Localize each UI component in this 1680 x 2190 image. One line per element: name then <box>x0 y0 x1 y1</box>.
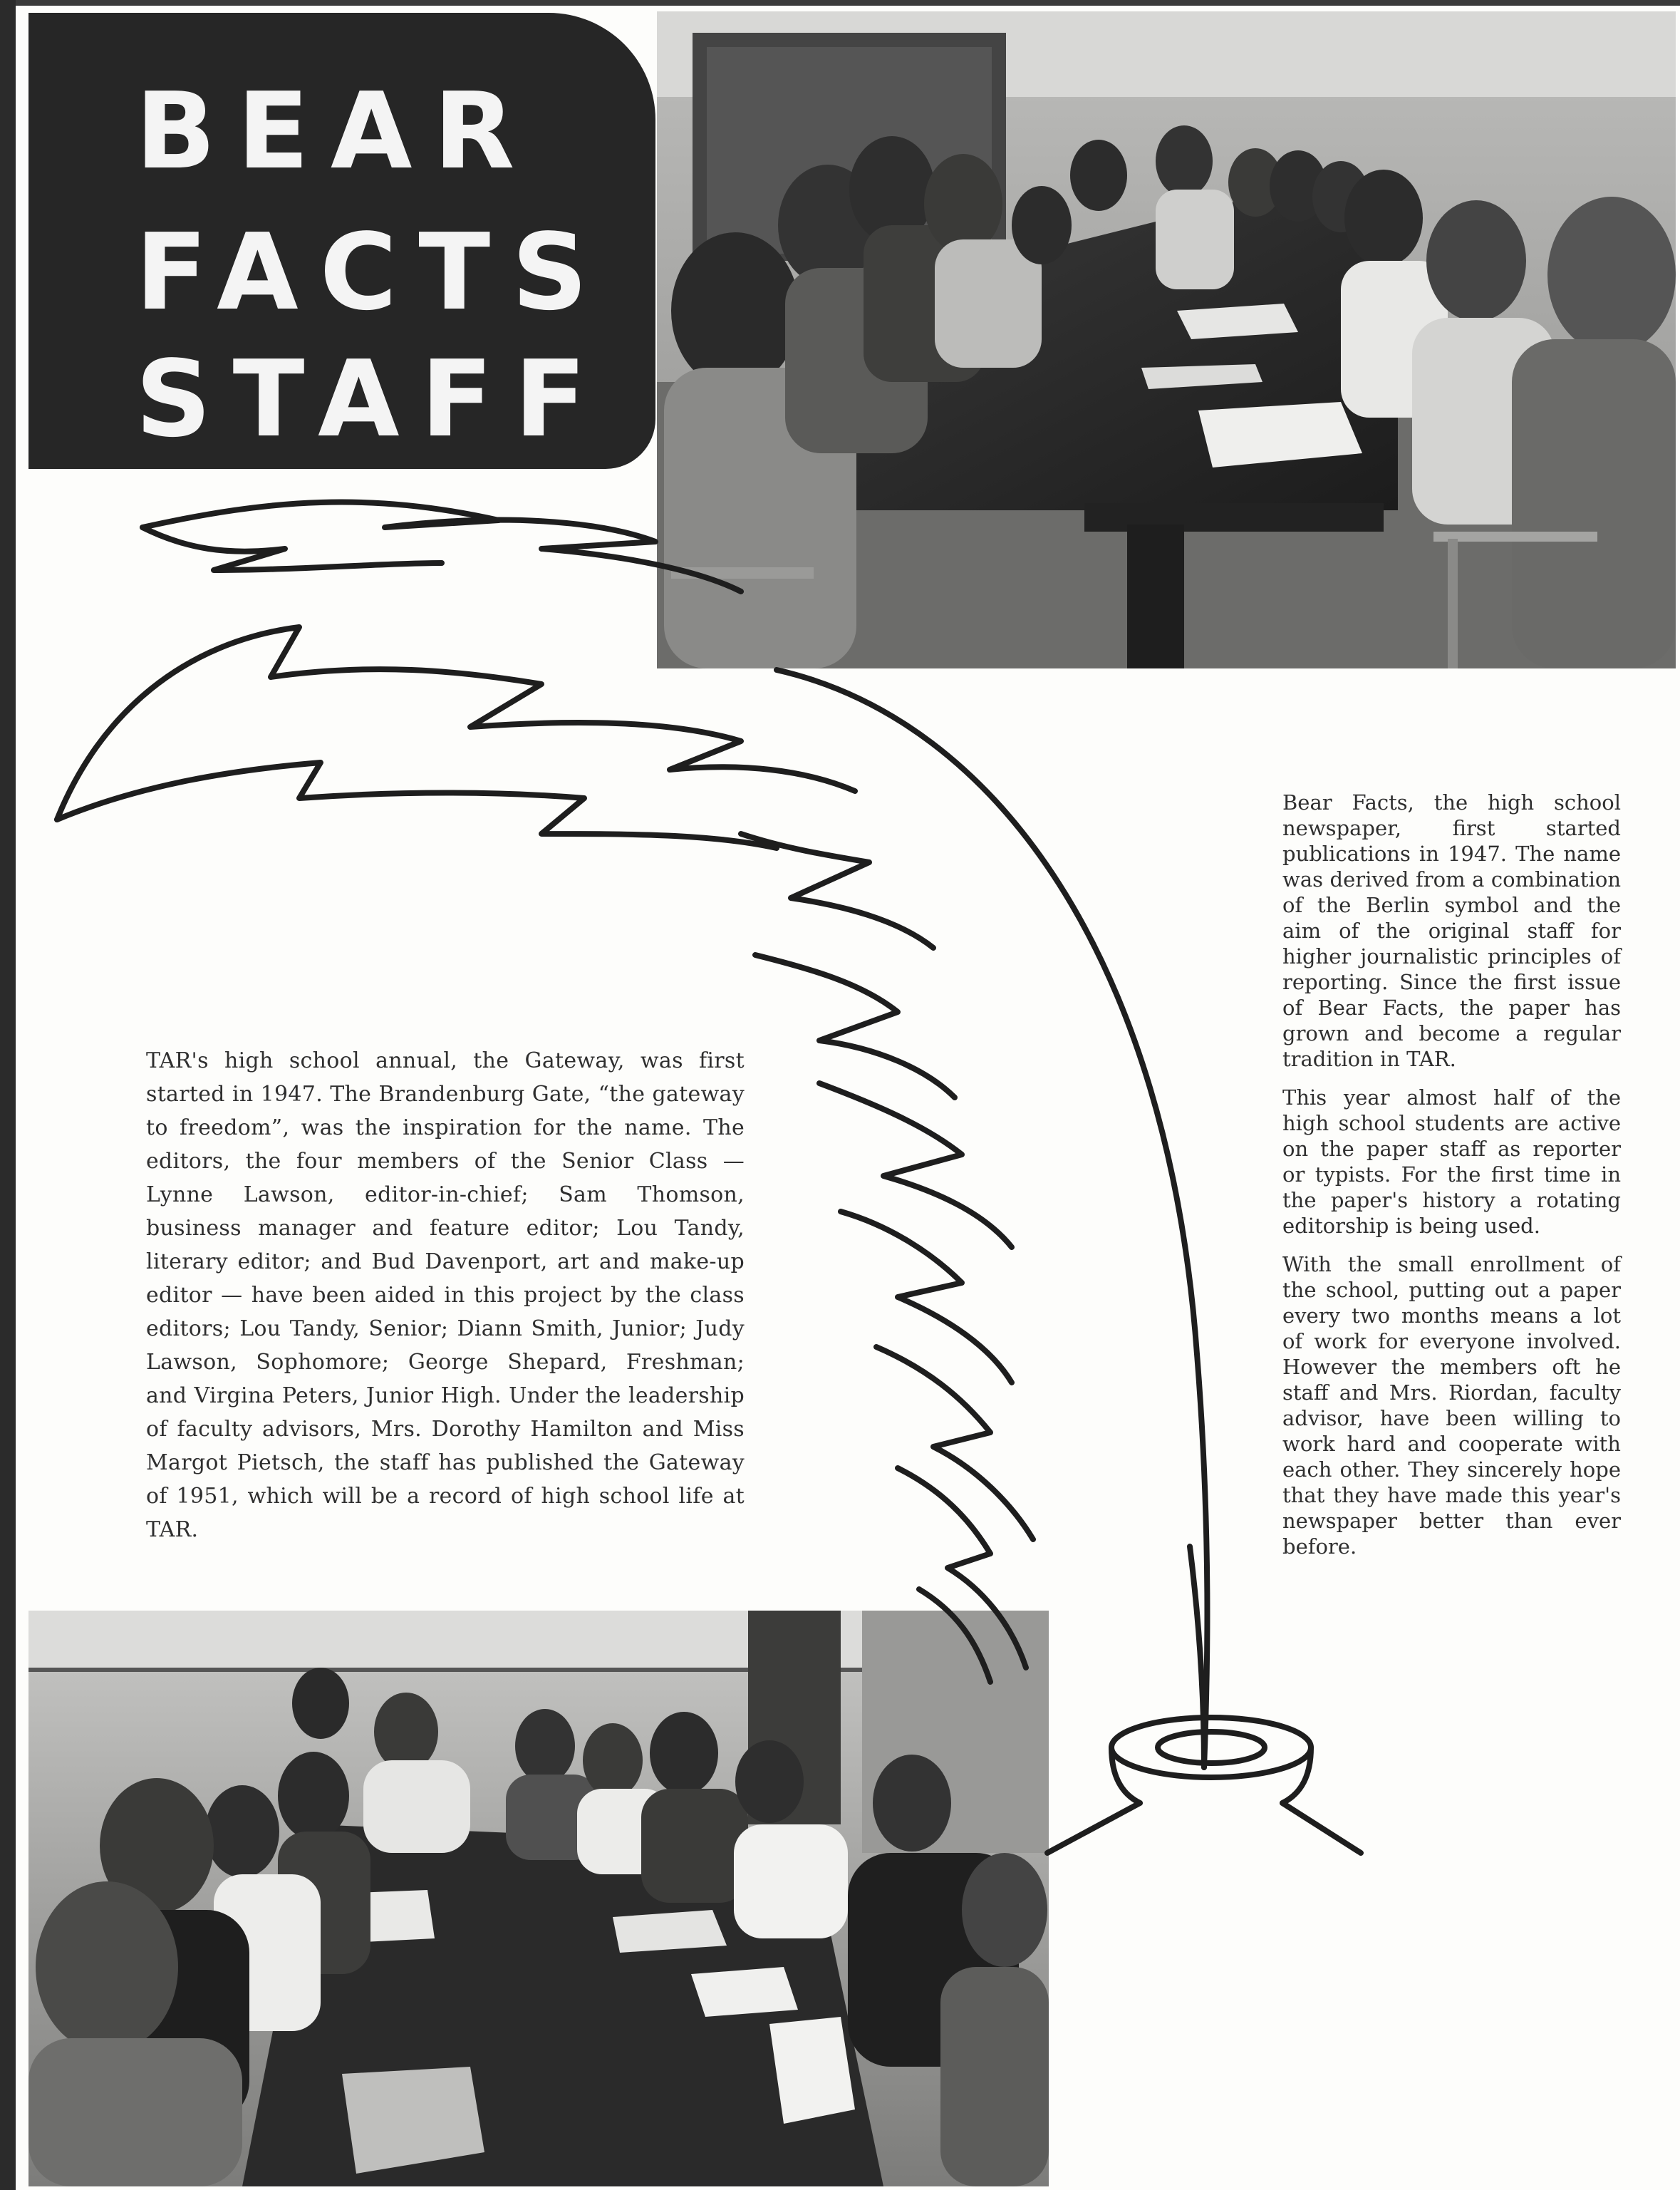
bear-facts-paragraph-1: Bear Facts, the high school newspaper, first started publications in 1947. The name was derived from a combination of the Berlin symbol and the aim of the original staff for higher journalistic principles of reporting. Since the first issue of Bear Facts, the paper has grown and become a regular tradition in TAR. <box>1282 790 1621 1071</box>
bear-facts-paragraph-3: With the small enrollment of the school, putting out a paper every two months means a lot of work for everyone involved. However the members oft he staff and Mrs. Riordan, faculty advisor, have been willing to work hard and cooperate with each other. They sincerely hope that they have made this year's newspaper better than ever before. <box>1282 1252 1621 1559</box>
title-banner <box>28 13 655 469</box>
staff-meeting-photo-top <box>657 11 1676 668</box>
title-line-bear: BEAR <box>135 70 536 192</box>
bear-facts-article <box>1282 790 1621 1572</box>
title-line-facts: FACTS <box>135 211 609 334</box>
photo-bottom-image <box>28 1611 1049 2186</box>
title-line-staff: STAFF <box>135 338 608 460</box>
bear-facts-paragraph-2: This year almost half of the high school students are active on the paper staff as reporter or typists. For the first time in the paper's history a rotating editorship is being used. <box>1282 1085 1621 1238</box>
photo-top-image <box>657 11 1676 668</box>
yearbook-staff-photo-bottom <box>28 1611 1049 2186</box>
book-spine-edge <box>0 0 16 2190</box>
gateway-article <box>146 1044 745 1546</box>
gateway-article-text: TAR's high school annual, the Gateway, was first started in 1947. The Brandenburg Gate, “the gateway to freedom”, was the inspiration for the name. The editors, the four members of the Senior Class — Lynne Lawson, editor-in-chief; Sam Thomson, business manager and feature editor; Lou Tandy, literary editor; and Bud Davenport, art and make-up editor — have been aided in this project by the class editors; Lou Tandy, Senior; Diann Smith, Junior; Judy Lawson, Sophomore; George Shepard, Freshman; and Virgina Peters, Junior High. Under the leadership of faculty advisors, Mrs. Dorothy Hamilton and Miss Margot Pietsch, the staff has published the Gateway of 1951, which will be a record of high school life at TAR. <box>146 1048 745 1542</box>
page-top-edge <box>0 0 1680 6</box>
